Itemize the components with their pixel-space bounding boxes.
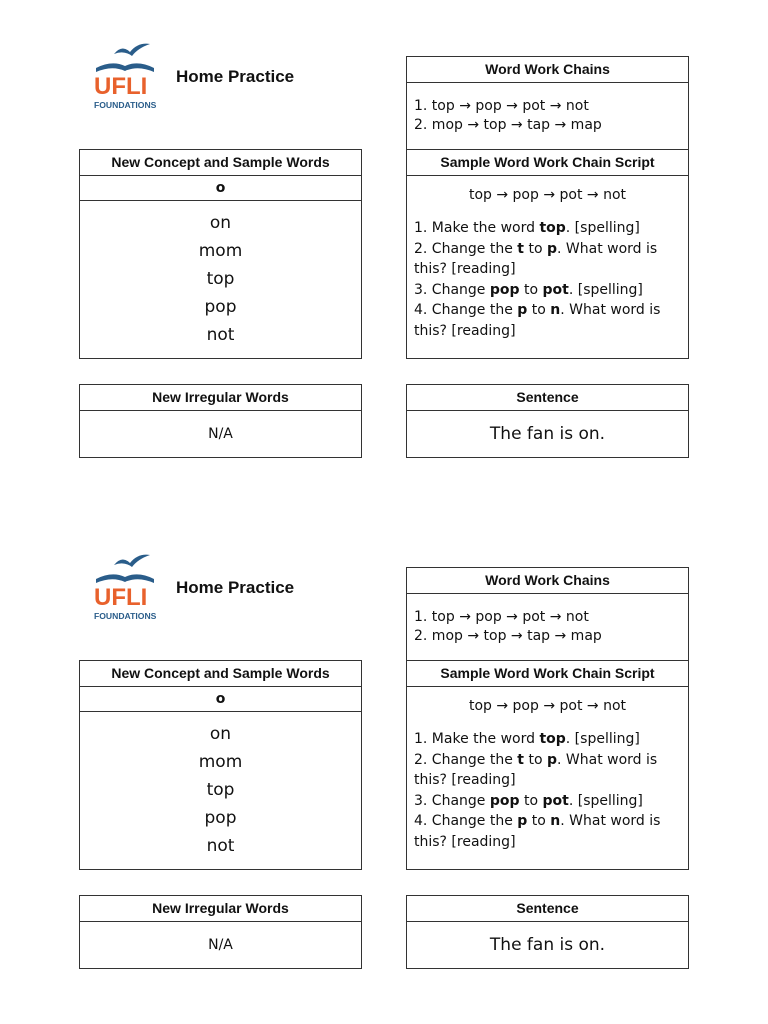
chain-script-box	[406, 149, 689, 359]
ufli-logo	[92, 551, 158, 625]
irregular-words-box	[79, 895, 362, 969]
chain-line: 2. mop → top → tap → map	[414, 628, 602, 644]
script-step: 1. Make the word top. [spelling]	[414, 731, 640, 747]
concept-letter: o	[80, 176, 361, 201]
new-concept-header: New Concept and Sample Words	[80, 150, 361, 176]
sample-word: pop	[204, 297, 237, 317]
page-title: Home Practice	[176, 578, 295, 597]
chain-line: 1. top → pop → pot → not	[414, 609, 589, 625]
irregular-words-box	[79, 384, 362, 458]
bird-icon	[114, 44, 150, 56]
sentence-header: Sentence	[407, 896, 688, 922]
sample-words	[80, 201, 361, 349]
irregular-words-header: New Irregular Words	[80, 896, 361, 922]
sample-word: not	[206, 836, 235, 856]
new-concept-header: New Concept and Sample Words	[80, 661, 361, 687]
sentence-header: Sentence	[407, 385, 688, 411]
sample-word: mom	[198, 752, 243, 772]
chain-line: 1. top → pop → pot → not	[414, 98, 589, 114]
logo-subtext: FOUNDATIONS	[94, 611, 157, 621]
home-practice-card	[0, 0, 768, 511]
book-icon	[96, 574, 154, 583]
new-concept-box	[79, 149, 362, 359]
word-work-chains-header: Word Work Chains	[407, 568, 688, 594]
page-title: Home Practice	[176, 67, 295, 86]
sample-word: on	[209, 724, 232, 744]
sample-word: not	[206, 325, 235, 345]
chain-script-chain: top → pop → pot → not	[468, 698, 627, 714]
concept-letter: o	[80, 687, 361, 712]
word-work-chains-box	[406, 567, 689, 661]
logo-text: UFLI	[94, 73, 148, 100]
book-icon	[96, 63, 154, 72]
chain-script-steps	[407, 205, 688, 341]
logo-subtext: FOUNDATIONS	[94, 100, 157, 110]
word-work-chains-list	[407, 83, 688, 135]
ufli-logo	[92, 40, 158, 114]
script-step: 4. Change the p to n. What word is this? [reading]	[414, 813, 661, 850]
sample-word: top	[206, 269, 235, 289]
script-step: 1. Make the word top. [spelling]	[414, 220, 640, 236]
home-practice-card	[0, 511, 768, 1022]
script-step: 2. Change the t to p. What word is this? [reading]	[414, 751, 658, 788]
sample-word: pop	[204, 808, 237, 828]
word-work-chains-list	[407, 594, 688, 646]
script-step: 3. Change pop to pot. [spelling]	[414, 281, 643, 298]
sentence-box	[406, 384, 689, 458]
chain-script-box	[406, 660, 689, 870]
sentence-value: The fan is on.	[489, 935, 606, 955]
script-step: 3. Change pop to pot. [spelling]	[414, 792, 643, 809]
word-work-chains-box	[406, 56, 689, 150]
script-step: 2. Change the t to p. What word is this? [reading]	[414, 240, 658, 277]
irregular-words-header: New Irregular Words	[80, 385, 361, 411]
sample-word: top	[206, 780, 235, 800]
chain-line: 2. mop → top → tap → map	[414, 117, 602, 133]
bird-icon	[114, 555, 150, 567]
word-work-chains-header: Word Work Chains	[407, 57, 688, 83]
sentence-value: The fan is on.	[489, 424, 606, 444]
irregular-words-value: N/A	[208, 937, 233, 953]
sample-word: on	[209, 213, 232, 233]
sentence-box	[406, 895, 689, 969]
script-step: 4. Change the p to n. What word is this? [reading]	[414, 302, 661, 339]
chain-script-header: Sample Word Work Chain Script	[407, 150, 688, 176]
logo-text: UFLI	[94, 584, 148, 611]
sample-word: mom	[198, 241, 243, 261]
chain-script-header: Sample Word Work Chain Script	[407, 661, 688, 687]
chain-script-steps	[407, 716, 688, 852]
new-concept-box	[79, 660, 362, 870]
chain-script-chain: top → pop → pot → not	[468, 187, 627, 203]
sample-words	[80, 712, 361, 860]
irregular-words-value: N/A	[208, 426, 233, 442]
